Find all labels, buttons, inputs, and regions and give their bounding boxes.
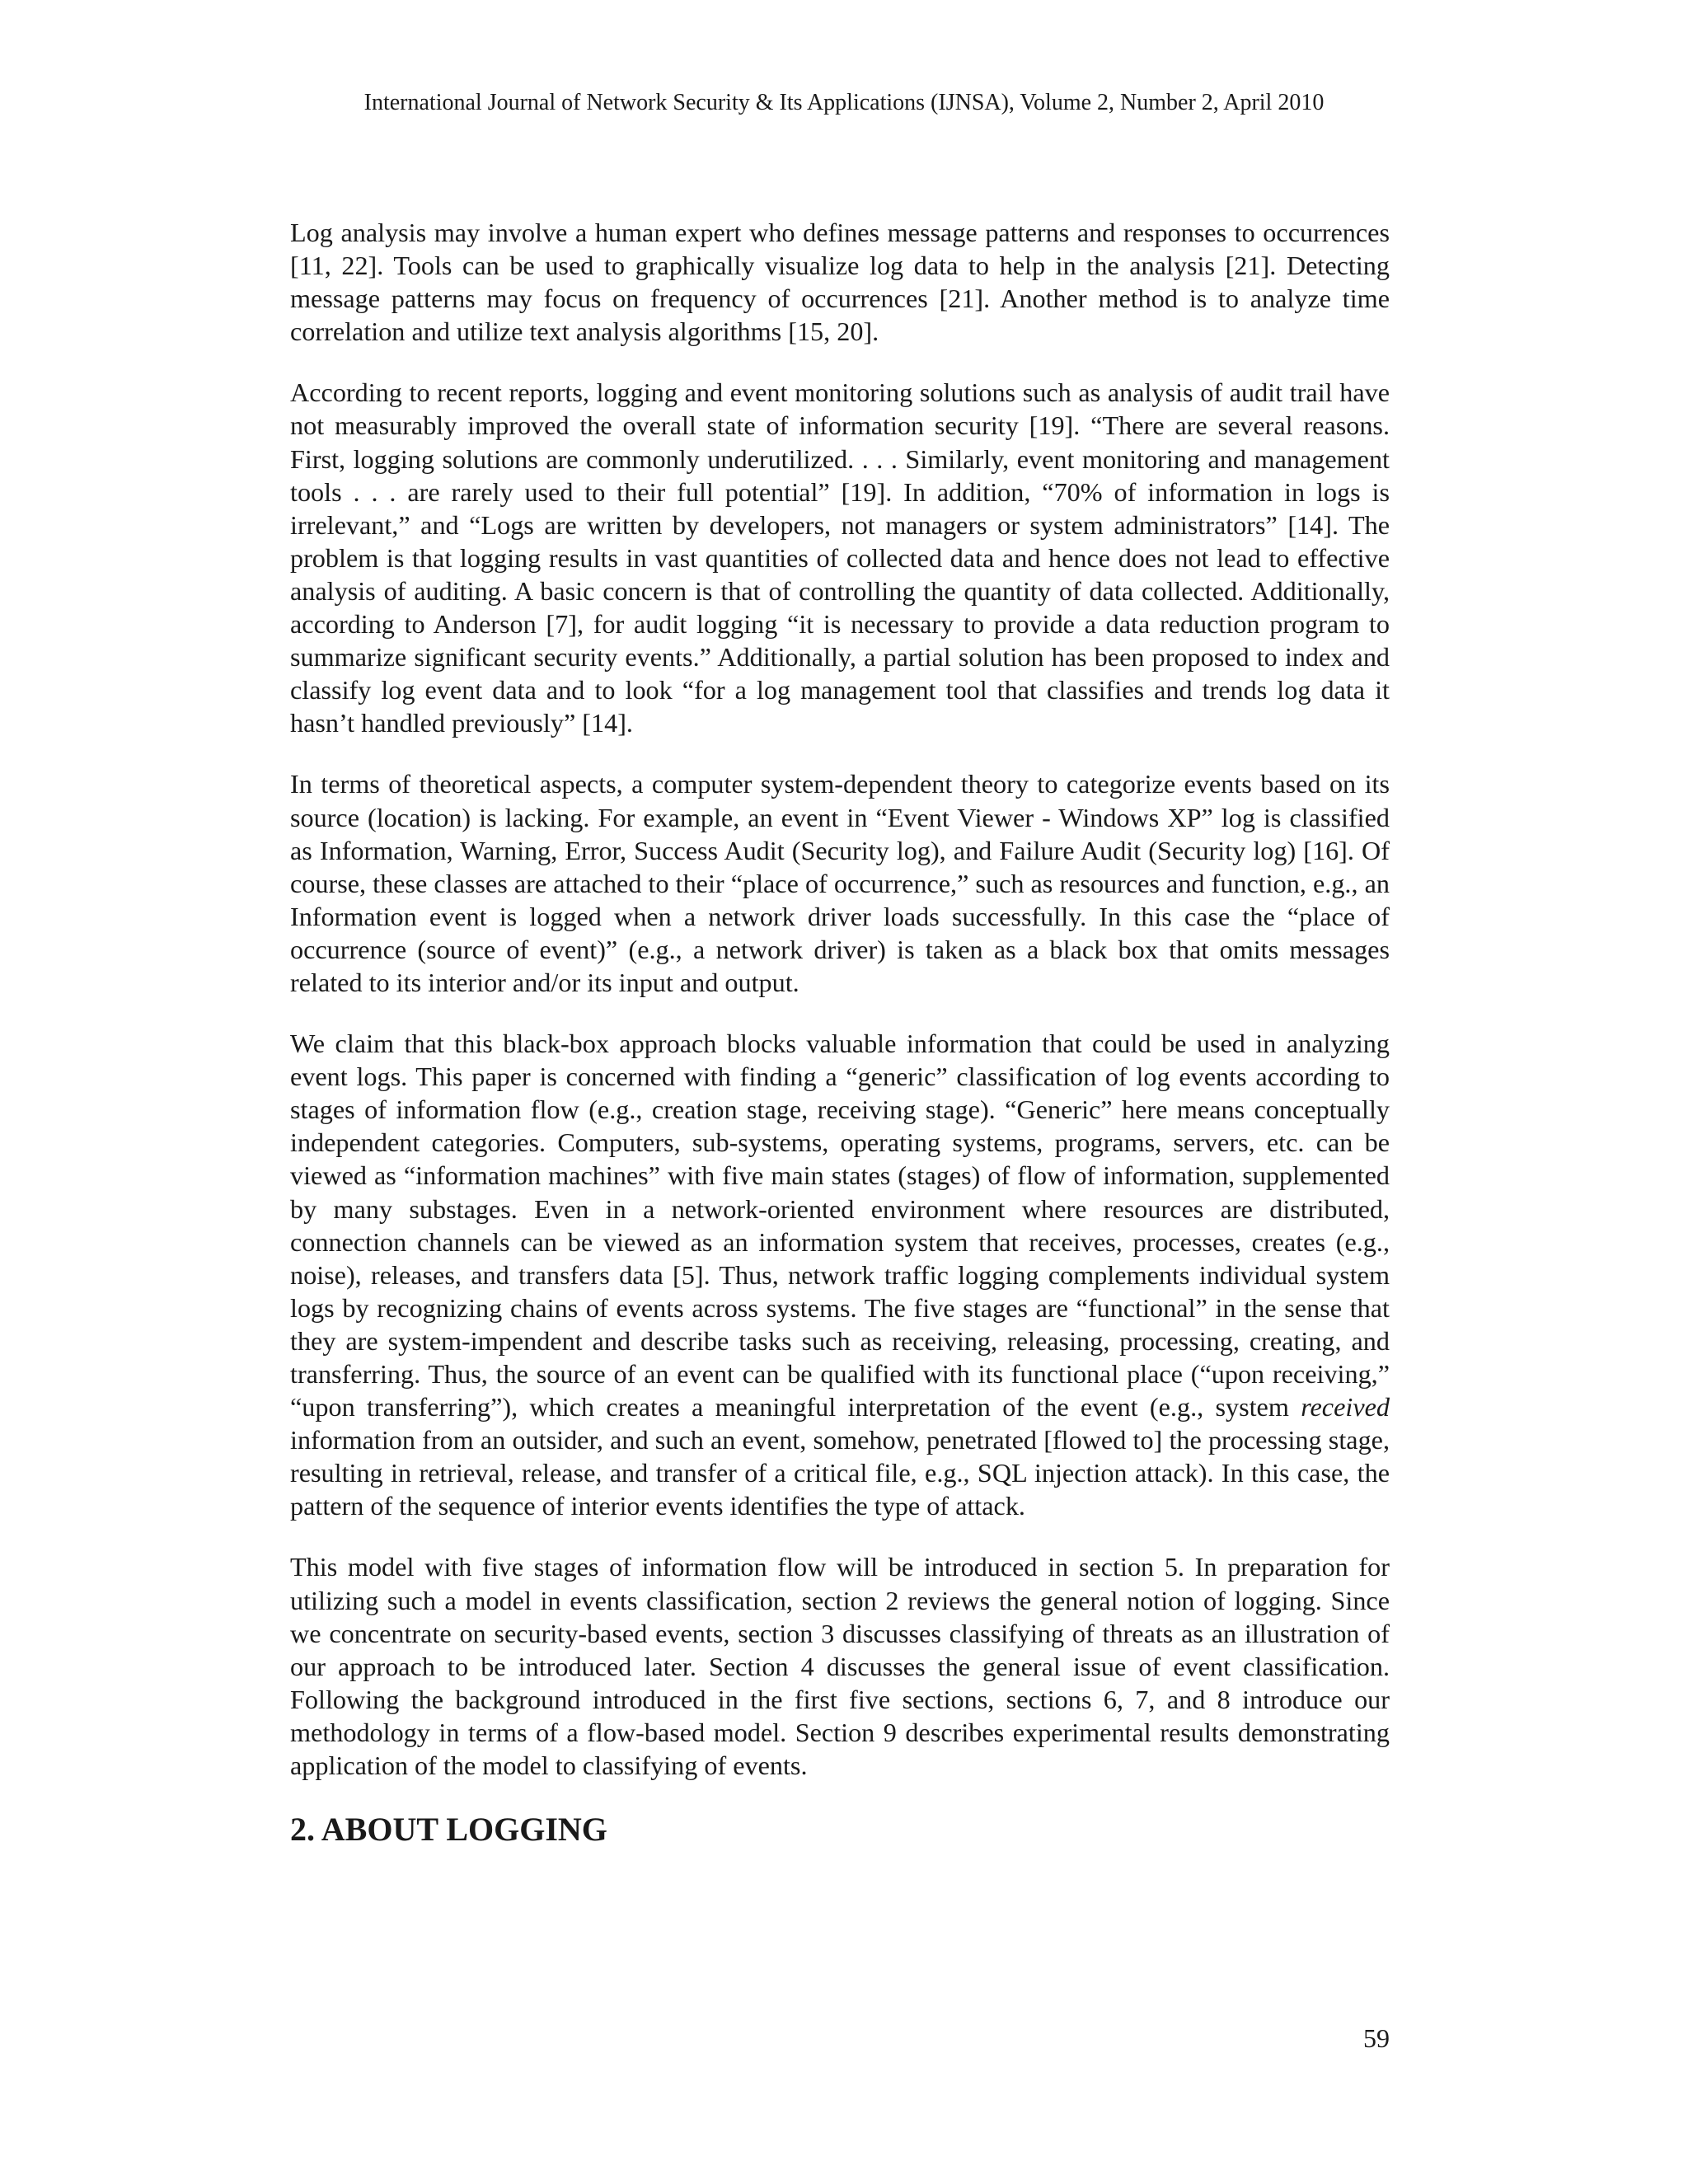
body-text: [290, 216, 1390, 1849]
paragraph-paper-outline: This model with five stages of information flow will be introduced in section 5. In preparation for utilizing such a model in events classification, section 2 reviews the general notion of logging. Since we concentrate on security-based events, section 3 discusses classifying of threats as an illustration of our approach to be introduced later. Section 4 discusses the general issue of event classification. Following the background introduced in the first five sections, sections 6, 7, and 8 introduce our methodology in terms of a flow-based model. Section 9 describes experimental results demonstrating application of the model to classifying of events.: [290, 1552, 1390, 1781]
italic-received: received: [1301, 1392, 1390, 1422]
running-header: International Journal of Network Security & Its Applications (IJNSA), Volume 2, Number 2, April 2010: [363, 90, 1325, 115]
page-number: 59: [1363, 2023, 1390, 2053]
paragraph-black-box-part-2: information from an outsider, and such an event, somehow, penetrated [flowed to] the processing stage, resulting in retrieval, release, and transfer of a critical file, e.g., SQL injection attack). In this case, the pattern of the sequence of interior events identifies the type of attack.: [290, 1425, 1390, 1521]
section-heading: 2. ABOUT LOGGING: [290, 1811, 607, 1849]
paragraph-recent-reports: According to recent reports, logging and event monitoring solutions such as analysis of audit trail have not measurably improved the overall state of information security [19]. “There are several reasons. First, logging solutions are commonly underutilized. . . . Similarly, event monitoring and management tools . . . are rarely used to their full potential” [19]. In addition, “70% of information in logs is irrelevant,” and “Logs are written by developers, not managers or system administrators” [14]. The problem is that logging results in vast quantities of collected data and hence does not lead to effective analysis of auditing. A basic concern is that of controlling the quantity of data collected. Additionally, according to Anderson [7], for audit logging “it is necessary to provide a data reduction program to summarize significant security events.” Additionally, a partial solution has been proposed to index and classify log event data and to look “for a log management tool that classifies and trends log data it hasn’t handled previously” [14].: [290, 377, 1390, 738]
paragraph-theoretical-aspects: In terms of theoretical aspects, a computer system-dependent theory to categorize events based on its source (location) is lacking. For example, an event in “Event Viewer - Windows XP” log is classified as Information, Warning, Error, Success Audit (Security log), and Failure Audit (Security log) [16]. Of course, these classes are attached to their “place of occurrence,” such as resources and function, e.g., an Information event is logged when a network driver loads successfully. In this case the “place of occurrence (source of event)” (e.g., a network driver) is taken as a black box that omits messages related to its interior and/or its input and output.: [290, 769, 1390, 997]
paragraph-black-box-claim: [290, 1027, 1390, 1522]
paragraph-black-box-part-1: We claim that this black-box approach blocks valuable information that could be used in analyzing event logs. This paper is concerned with finding a “generic” classification of log events according to stages of information flow (e.g., creation stage, receiving stage). “Generic” here means conceptually independent categories. Computers, sub-systems, operating systems, programs, servers, etc. can be viewed as “information machines” with five main states (stages) of flow of information, supplemented by many substages. Even in a network-oriented environment where resources are distributed, connection channels can be viewed as an information system that receives, processes, creates (e.g., noise), releases, and transfers data [5]. Thus, network traffic logging complements individual system logs by recognizing chains of events across systems. The five stages are “functional” in the sense that they are system-impendent and describe tasks such as receiving, releasing, processing, creating, and transferring. Thus, the source of an event can be qualified with its functional place (“upon receiving,” “upon transferring”), which creates a meaningful interpretation of the event (e.g., system: [290, 1029, 1390, 1422]
paragraph-log-analysis: Log analysis may involve a human expert who defines message patterns and responses to occurrences [11, 22]. Tools can be used to graphically visualize log data to help in the analysis [21]. Detecting message patterns may focus on frequency of occurrences [21]. Another method is to analyze time correlation and utilize text analysis algorithms [15, 20].: [290, 218, 1390, 347]
